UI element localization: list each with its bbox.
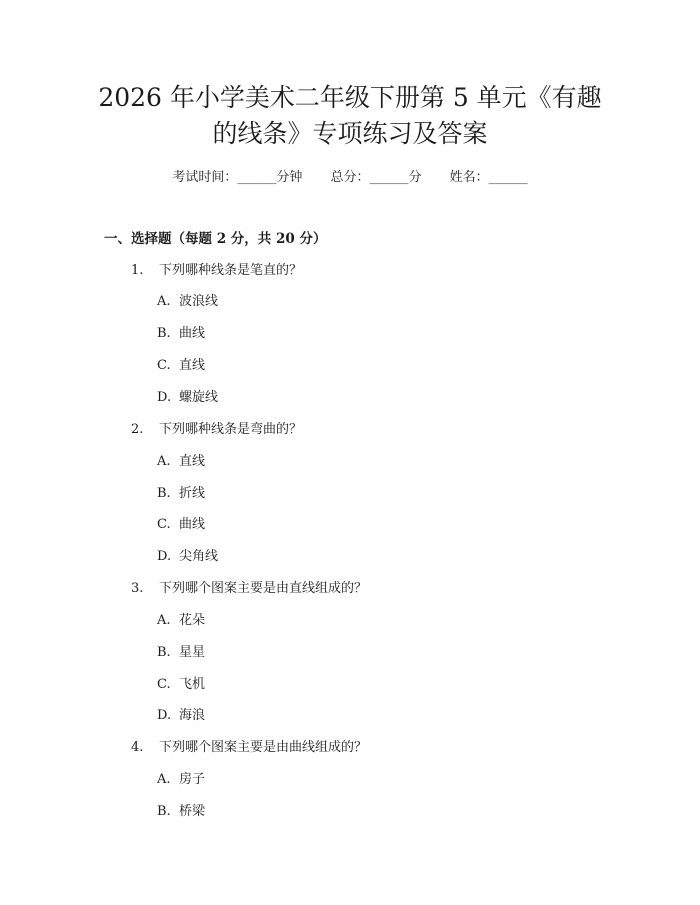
question-1 (131, 261, 302, 281)
option-letter: B. (157, 804, 171, 819)
question-text: 下列哪种线条是弯曲的？ (159, 422, 303, 437)
question-2-option-d (157, 547, 218, 567)
question-number: 1. (131, 263, 144, 278)
question-1-option-b (157, 324, 205, 344)
question-1-option-d (157, 388, 218, 408)
exam-time: 考试时间：______分钟 (172, 170, 303, 185)
option-text: 海浪 (179, 708, 206, 723)
option-text: 直线 (179, 358, 206, 373)
page-title (0, 80, 700, 152)
exam-total-score: 总分：______分 (330, 170, 422, 185)
question-3-option-d (157, 706, 205, 726)
option-letter: A. (157, 294, 171, 309)
title-line-2: 的线条》专项练习及答案 (212, 119, 488, 148)
question-2-option-a (157, 452, 205, 472)
question-4-option-b (157, 802, 205, 822)
question-3 (131, 579, 367, 599)
question-1-option-c (157, 356, 205, 376)
question-number: 3. (131, 581, 144, 596)
option-text: 尖角线 (179, 549, 219, 564)
question-3-option-b (157, 643, 205, 663)
option-letter: C. (157, 358, 171, 373)
option-text: 星星 (179, 645, 206, 660)
option-text: 花朵 (179, 613, 206, 628)
option-letter: C. (157, 677, 171, 692)
exam-meta (0, 168, 700, 188)
option-text: 桥梁 (179, 804, 206, 819)
option-letter: D. (157, 549, 172, 564)
option-letter: A. (157, 613, 171, 628)
option-letter: B. (157, 645, 171, 660)
question-2-option-b (157, 484, 205, 504)
option-letter: C. (157, 517, 171, 532)
option-letter: B. (157, 326, 171, 341)
option-letter: D. (157, 708, 172, 723)
student-name: 姓名：______ (449, 170, 528, 185)
option-text: 折线 (179, 486, 206, 501)
option-text: 直线 (179, 454, 206, 469)
question-4 (131, 738, 367, 758)
option-text: 螺旋线 (179, 390, 219, 405)
question-2 (131, 420, 302, 440)
option-text: 飞机 (179, 677, 206, 692)
question-text: 下列哪种线条是笔直的？ (159, 263, 303, 278)
question-1-option-a (157, 292, 218, 312)
question-text: 下列哪个图案主要是由直线组成的？ (159, 581, 368, 596)
question-2-option-c (157, 515, 205, 535)
section-heading: 一、选择题（每题 2 分，共 20 分） (104, 231, 327, 247)
option-letter: B. (157, 486, 171, 501)
question-number: 2. (131, 422, 144, 437)
question-3-option-c (157, 675, 205, 695)
question-3-option-a (157, 611, 205, 631)
option-letter: A. (157, 772, 171, 787)
option-text: 曲线 (179, 326, 206, 341)
option-letter: D. (157, 390, 172, 405)
option-text: 曲线 (179, 517, 206, 532)
title-line-1: 2026 年小学美术二年级下册第 5 单元《有趣 (98, 83, 602, 112)
question-text: 下列哪个图案主要是由曲线组成的？ (159, 740, 368, 755)
option-letter: A. (157, 454, 171, 469)
question-4-option-a (157, 770, 205, 790)
option-text: 波浪线 (179, 294, 219, 309)
question-number: 4. (131, 740, 144, 755)
option-text: 房子 (179, 772, 206, 787)
